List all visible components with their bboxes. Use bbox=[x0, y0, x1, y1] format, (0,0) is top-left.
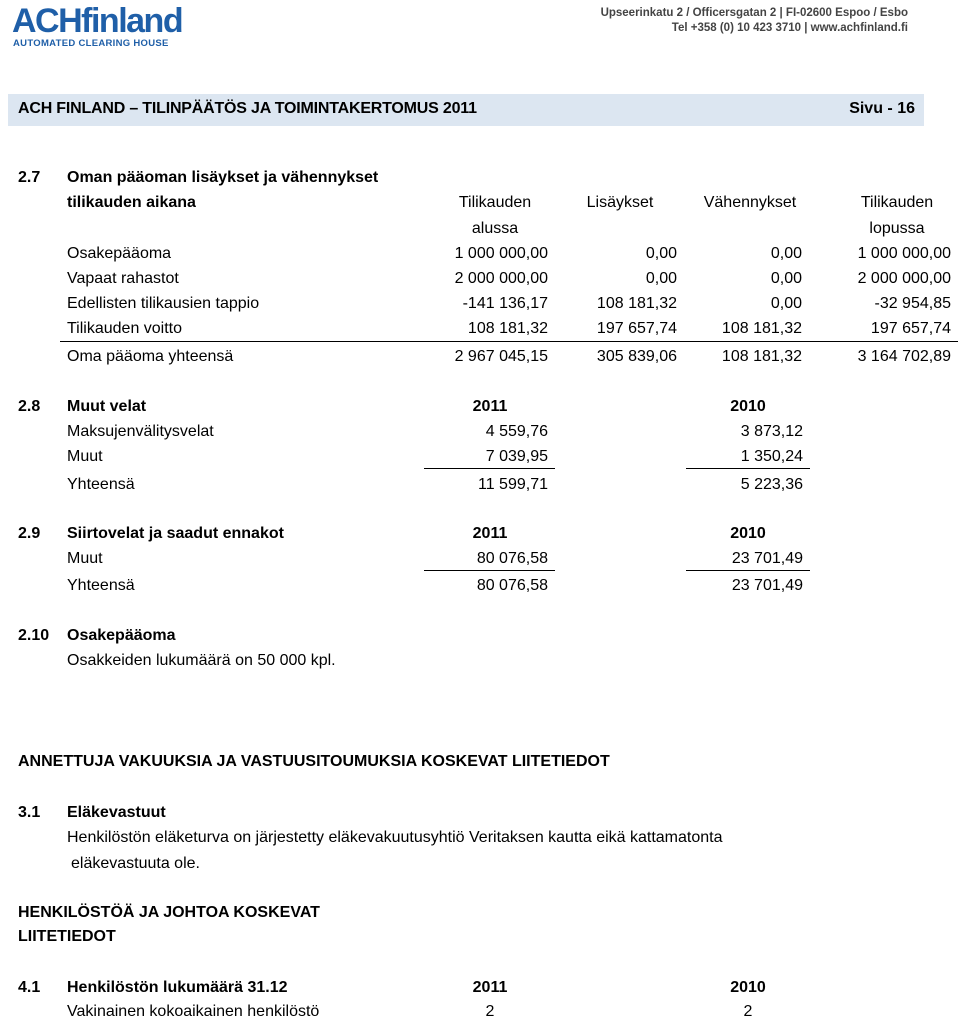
document-title-bar bbox=[8, 94, 924, 126]
address-line-1: Upseerinkatu 2 / Officersgatan 2 | FI-02600 Espoo / Esbo bbox=[600, 7, 908, 19]
row-label: Muut bbox=[67, 550, 103, 567]
section-number: 4.1 bbox=[18, 979, 41, 996]
section-heading: ANNETTUJA VAKUUKSIA JA VASTUUSITOUMUKSIA KOSKEVAT LIITETIEDOT bbox=[18, 753, 610, 770]
cell: 0,00 bbox=[770, 295, 802, 312]
cell: 305 839,06 bbox=[596, 348, 677, 365]
year-header: 2010 bbox=[730, 525, 766, 542]
cell: 2 bbox=[485, 1003, 495, 1020]
cell: 23 701,49 bbox=[731, 577, 803, 594]
section-number: 2.9 bbox=[18, 525, 41, 542]
section-title: Muut velat bbox=[67, 398, 147, 415]
cell: 0,00 bbox=[645, 245, 677, 262]
cell: 80 076,58 bbox=[476, 577, 548, 594]
cell: 197 657,74 bbox=[596, 320, 677, 337]
row-label: Maksujenvälitysvelat bbox=[67, 423, 214, 440]
section-number: 2.8 bbox=[18, 398, 41, 415]
row-label: Vapaat rahastot bbox=[67, 270, 179, 287]
col-header-end: Tilikauden bbox=[860, 194, 934, 211]
col-header-start: Tilikauden bbox=[458, 194, 532, 211]
col-header-reductions: Vähennykset bbox=[703, 194, 797, 211]
cell: 108 181,32 bbox=[721, 348, 802, 365]
sum-line bbox=[686, 570, 810, 571]
total-divider bbox=[60, 341, 958, 342]
cell: 80 076,58 bbox=[476, 550, 548, 567]
body-text-cont: eläkevastuuta ole. bbox=[71, 855, 200, 872]
section-number: 2.10 bbox=[18, 627, 50, 644]
cell: 1 000 000,00 bbox=[454, 245, 548, 262]
cell: 4 559,76 bbox=[485, 423, 548, 440]
section-number: 3.1 bbox=[18, 804, 41, 821]
cell: 1 350,24 bbox=[740, 448, 803, 465]
year-header: 2011 bbox=[472, 398, 508, 415]
cell: 2 bbox=[743, 1003, 753, 1020]
sum-line bbox=[424, 468, 555, 469]
sum-line bbox=[686, 468, 810, 469]
cell: 5 223,36 bbox=[740, 476, 803, 493]
cell: 3 873,12 bbox=[740, 423, 803, 440]
section-title: Siirtovelat ja saadut ennakot bbox=[67, 525, 284, 542]
logo-text: ACHfinland bbox=[12, 2, 183, 40]
section-title: Osakepääoma bbox=[67, 627, 176, 644]
row-label: Vakinainen kokoaikainen henkilöstö bbox=[67, 1003, 320, 1020]
cell: 0,00 bbox=[770, 270, 802, 287]
address-line-2: Tel +358 (0) 10 423 3710 | www.achfinland.fi bbox=[671, 22, 908, 34]
cell: 23 701,49 bbox=[731, 550, 803, 567]
row-label: Muut bbox=[67, 448, 103, 465]
cell: 11 599,71 bbox=[478, 476, 548, 493]
row-label: Yhteensä bbox=[67, 476, 135, 493]
cell: 7 039,95 bbox=[485, 448, 548, 465]
cell: 0,00 bbox=[770, 245, 802, 262]
cell: 197 657,74 bbox=[870, 320, 951, 337]
col-header-end-2: lopussa bbox=[869, 220, 925, 237]
row-label: Oma pääoma yhteensä bbox=[67, 348, 234, 365]
page-number: Sivu - 16 bbox=[849, 100, 915, 117]
cell: 2 000 000,00 bbox=[857, 270, 951, 287]
logo-subtitle: AUTOMATED CLEARING HOUSE bbox=[13, 38, 169, 49]
section-title-cont: tilikauden aikana bbox=[67, 194, 196, 211]
cell: 3 164 702,89 bbox=[857, 348, 951, 365]
document-title: ACH FINLAND – TILINPÄÄTÖS JA TOIMINTAKERTOMUS 2011 bbox=[18, 100, 477, 117]
row-label: Tilikauden voitto bbox=[67, 320, 183, 337]
section-title: Oman pääoman lisäykset ja vähennykset bbox=[67, 169, 379, 186]
row-label: Osakepääoma bbox=[67, 245, 172, 262]
section-title: Henkilöstön lukumäärä 31.12 bbox=[67, 979, 288, 996]
body-text: Osakkeiden lukumäärä on 50 000 kpl. bbox=[67, 652, 336, 669]
company-logo bbox=[12, 4, 222, 48]
cell: 108 181,32 bbox=[721, 320, 802, 337]
section-title: Eläkevastuut bbox=[67, 804, 166, 821]
col-header-start-2: alussa bbox=[471, 220, 519, 237]
cell: 2 967 045,15 bbox=[454, 348, 548, 365]
col-header-additions: Lisäykset bbox=[586, 194, 654, 211]
section-number: 2.7 bbox=[18, 169, 41, 186]
year-header: 2011 bbox=[472, 979, 508, 996]
cell: 0,00 bbox=[645, 270, 677, 287]
year-header: 2011 bbox=[472, 525, 508, 542]
sum-line bbox=[424, 570, 555, 571]
cell: -141 136,17 bbox=[462, 295, 548, 312]
cell: 108 181,32 bbox=[596, 295, 677, 312]
year-header: 2010 bbox=[730, 979, 766, 996]
row-label: Edellisten tilikausien tappio bbox=[67, 295, 260, 312]
cell: 1 000 000,00 bbox=[857, 245, 951, 262]
section-heading: HENKILÖSTÖÄ JA JOHTOA KOSKEVAT bbox=[18, 904, 320, 921]
cell: -32 954,85 bbox=[874, 295, 951, 312]
body-text: Henkilöstön eläketurva on järjestetty eläkevakuutusyhtiö Veritaksen kautta eikä kattamatonta bbox=[67, 829, 723, 846]
cell: 2 000 000,00 bbox=[454, 270, 548, 287]
year-header: 2010 bbox=[730, 398, 766, 415]
cell: 108 181,32 bbox=[467, 320, 548, 337]
row-label: Yhteensä bbox=[67, 577, 135, 594]
section-heading-cont: LIITETIEDOT bbox=[18, 928, 116, 945]
